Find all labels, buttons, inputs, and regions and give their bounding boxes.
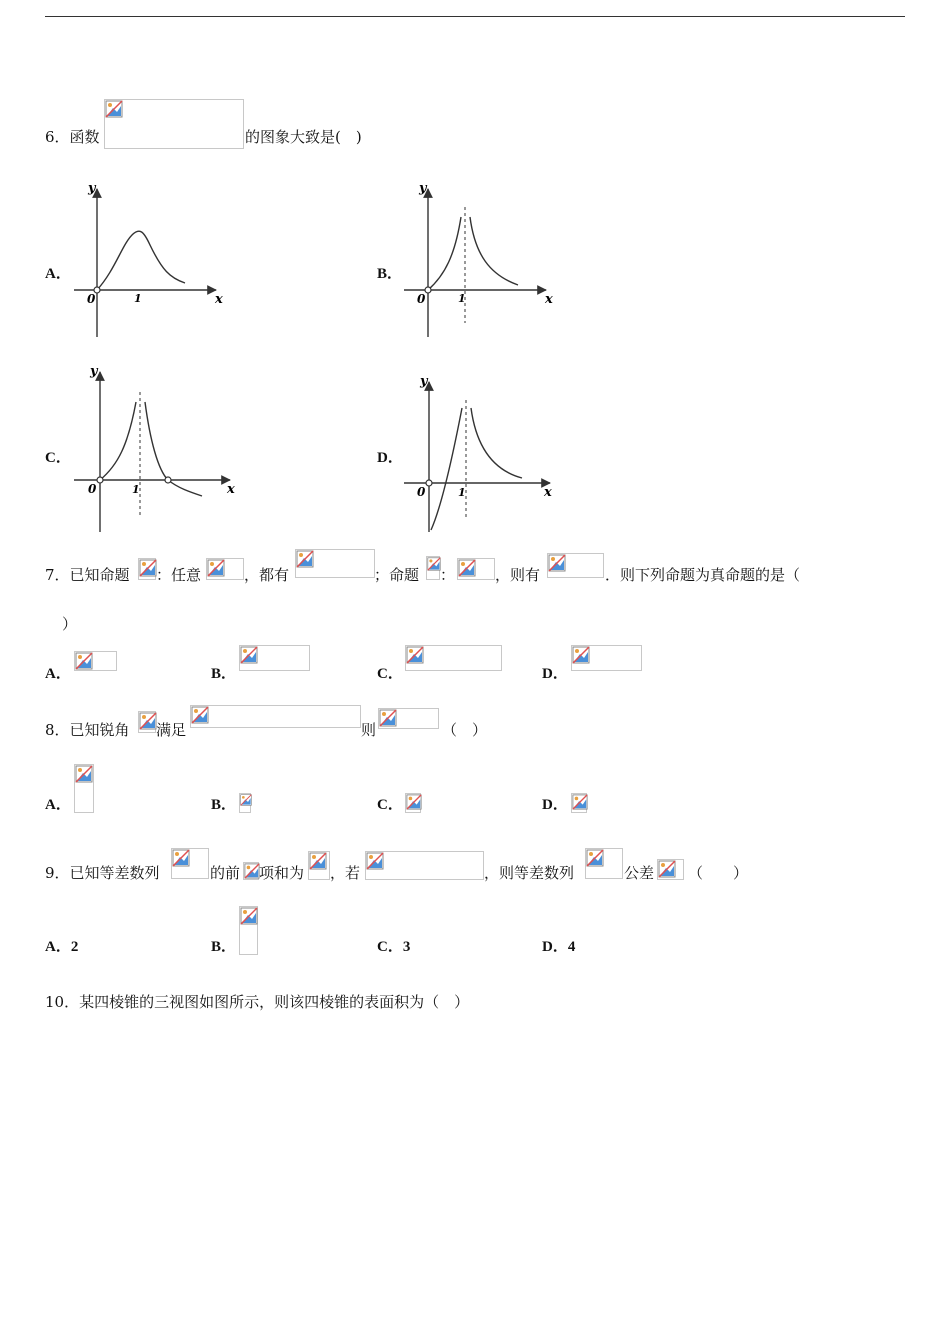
q7-option-d-label[interactable]: D． xyxy=(542,666,568,682)
broken-image-icon xyxy=(658,860,676,878)
broken-image-icon xyxy=(458,559,476,577)
broken-image-icon xyxy=(191,706,209,724)
broken-image-icon xyxy=(172,849,190,867)
formula-image xyxy=(657,859,684,880)
q8-option-a-label[interactable]: A． xyxy=(45,797,71,813)
q6-option-a-label[interactable]: A． xyxy=(45,266,71,282)
q9-line: 9．已知等差数列 xyxy=(45,864,160,882)
q7-option-c-image[interactable] xyxy=(405,645,502,671)
q9-option-a-label[interactable]: A．2 xyxy=(45,939,79,955)
broken-image-icon xyxy=(139,559,157,577)
q7-option-c-label[interactable]: C． xyxy=(377,666,403,682)
broken-image-icon xyxy=(105,100,123,118)
q6-suffix: 的图象大致是( ) xyxy=(245,128,362,146)
q9-option-d-label[interactable]: D．4 xyxy=(542,939,576,955)
broken-image-icon xyxy=(586,849,604,867)
q7-option-a-label[interactable]: A． xyxy=(45,666,71,682)
broken-image-icon xyxy=(379,709,397,727)
curve xyxy=(97,231,185,290)
graph-b xyxy=(400,175,560,345)
formula-image xyxy=(138,711,156,733)
tick-label: 1 xyxy=(134,292,142,305)
formula-image xyxy=(547,553,604,578)
x-label: x xyxy=(215,292,223,307)
q8-option-d-label[interactable]: D． xyxy=(542,797,568,813)
formula-image xyxy=(365,851,484,880)
q7-option-b-label[interactable]: B． xyxy=(211,666,237,682)
q8-option-d-image[interactable] xyxy=(571,793,587,813)
broken-image-icon xyxy=(207,559,225,577)
q10-text: 某四棱锥的三视图如图所示，则该四棱锥的表面积为（ ） xyxy=(79,993,470,1011)
q9-option-b-image[interactable] xyxy=(239,906,258,955)
q6-option-d-label[interactable]: D． xyxy=(377,450,403,466)
origin-label: 0 xyxy=(87,292,96,306)
q6-option-c-label[interactable]: C． xyxy=(45,450,71,466)
q6-number: 6． xyxy=(45,128,70,146)
q7-option-a-image[interactable] xyxy=(74,651,117,671)
q9-option-c-value: 3 xyxy=(402,939,411,955)
q8-option-a-image[interactable] xyxy=(74,764,94,813)
q9-option-b-label[interactable]: B． xyxy=(211,939,237,955)
formula-image xyxy=(378,708,439,729)
svg-text:0: 0 xyxy=(417,485,426,499)
q7-option-d-image[interactable] xyxy=(571,645,642,671)
q7-option-b-image[interactable] xyxy=(239,645,310,671)
q10-line xyxy=(45,987,469,1017)
formula-image xyxy=(138,558,156,580)
svg-text:y: y xyxy=(90,364,98,379)
broken-image-icon xyxy=(366,852,384,870)
broken-image-icon xyxy=(572,646,590,664)
graph-d xyxy=(400,370,560,540)
svg-text:y: y xyxy=(419,181,427,196)
q7-line: 7．已知命题 xyxy=(45,566,130,584)
broken-image-icon xyxy=(296,550,314,568)
q6-prefix: 函数 xyxy=(69,128,100,146)
svg-text:x: x xyxy=(227,482,235,497)
broken-image-icon xyxy=(75,652,93,670)
svg-text:0: 0 xyxy=(88,482,97,496)
formula-image xyxy=(308,851,330,880)
broken-image-icon xyxy=(406,646,424,664)
broken-image-icon xyxy=(572,794,588,810)
broken-image-icon xyxy=(309,852,327,870)
broken-image-icon xyxy=(406,794,422,810)
q9-option-c-label[interactable]: C．3 xyxy=(377,939,411,955)
formula-image xyxy=(104,99,244,149)
q9-option-a-value: 2 xyxy=(70,939,79,955)
q6-option-b-label[interactable]: B． xyxy=(377,266,403,282)
q8-option-b-image[interactable] xyxy=(239,793,251,813)
svg-text:1: 1 xyxy=(458,486,466,499)
svg-text:x: x xyxy=(545,292,553,307)
q8-option-b-label[interactable]: B． xyxy=(211,797,237,813)
broken-image-icon xyxy=(139,712,157,730)
q9-option-d-value: 4 xyxy=(567,939,576,955)
graph-a xyxy=(70,175,230,345)
formula-image xyxy=(190,705,361,728)
svg-text:y: y xyxy=(420,374,428,389)
broken-image-icon xyxy=(240,907,258,925)
q8-option-c-image[interactable] xyxy=(405,793,421,813)
q8-option-c-label[interactable]: C． xyxy=(377,797,403,813)
graph-c xyxy=(70,360,240,540)
broken-image-icon xyxy=(244,863,260,879)
svg-text:1: 1 xyxy=(132,483,140,496)
formula-image xyxy=(243,862,259,880)
formula-image xyxy=(206,558,244,580)
broken-image-icon xyxy=(240,794,252,806)
broken-image-icon xyxy=(548,554,566,572)
broken-image-icon xyxy=(75,765,93,783)
svg-text:x: x xyxy=(544,485,552,500)
formula-image xyxy=(426,556,440,580)
formula-image xyxy=(171,848,209,879)
formula-image xyxy=(585,848,623,879)
broken-image-icon xyxy=(427,557,441,571)
formula-image xyxy=(295,549,375,578)
q10-number: 10． xyxy=(45,993,80,1011)
svg-text:0: 0 xyxy=(417,292,426,306)
q8-line: 8．已知锐角 xyxy=(45,721,130,739)
formula-image xyxy=(457,558,495,580)
q6-line xyxy=(45,122,100,152)
y-label: y xyxy=(88,181,96,196)
svg-text:1: 1 xyxy=(458,292,466,305)
broken-image-icon xyxy=(240,646,258,664)
header-rule xyxy=(45,16,905,17)
